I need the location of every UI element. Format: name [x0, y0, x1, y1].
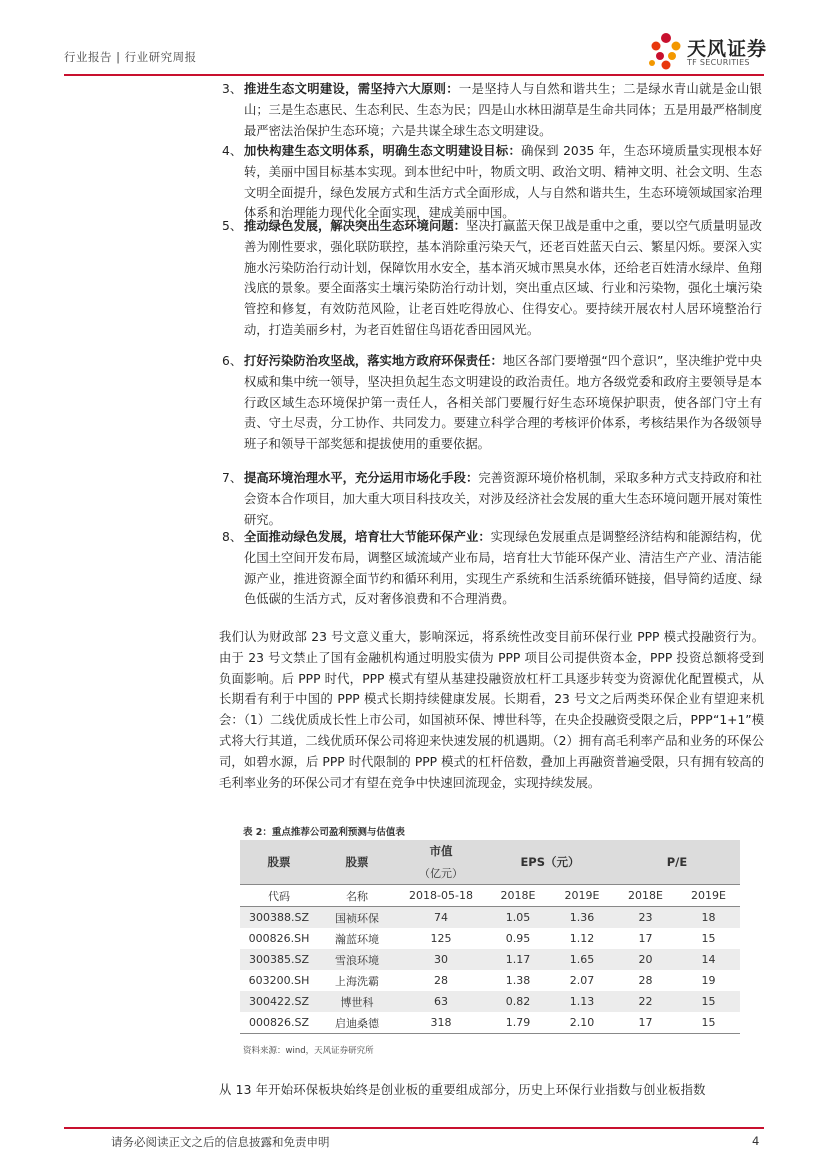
- table-row: [240, 1012, 740, 1034]
- table-cell: 上海洗霸: [335, 974, 379, 988]
- table-cell: 74: [396, 907, 486, 929]
- table-cell: 300385.SZ: [240, 949, 318, 970]
- table-cell: 1.17: [486, 949, 550, 970]
- list-item: [222, 216, 762, 341]
- table-cell: 000826.SH: [248, 932, 310, 945]
- list-item-number: 7、: [222, 471, 243, 485]
- table-source: 资料来源：wind，天风证券研究所: [243, 1046, 374, 1056]
- list-item-heading: 全面推动绿色发展，培育壮大节能环保产业：: [244, 530, 491, 544]
- table-cell: 28: [434, 974, 448, 987]
- footer-divider: [64, 1127, 764, 1129]
- list-item-number: 8、: [222, 530, 243, 544]
- table-row: [240, 928, 740, 949]
- company-logo: [647, 30, 767, 74]
- subheader-cell: 2018-05-18: [396, 885, 486, 907]
- table-cell: 17: [614, 1012, 677, 1034]
- list-item: [222, 527, 762, 610]
- table-row: [240, 991, 740, 1012]
- column-header: P/E: [614, 840, 740, 885]
- table-cell: 20: [614, 949, 677, 970]
- table-cell: 1.38: [505, 974, 531, 987]
- column-header: 市值: [396, 840, 486, 862]
- continuation-paragraph: 从 13 年开始环保板块始终是创业板的重要组成部分，历史上环保行业指数与创业板指数: [219, 1083, 706, 1097]
- table-cell: 1.79: [486, 1012, 550, 1034]
- list-item: [222, 351, 762, 455]
- list-item-number: 6、: [222, 354, 243, 368]
- table-cell: 国祯环保: [318, 907, 396, 929]
- list-item-heading: 推进生态文明建设，需坚持六大原则：: [244, 82, 459, 96]
- table-cell: 17: [638, 932, 653, 945]
- column-header: 股票: [240, 840, 318, 885]
- logo-name-en: TF SECURITIES: [687, 58, 750, 67]
- table-cell: 300388.SZ: [240, 907, 318, 929]
- table-row: [240, 949, 740, 970]
- subheader-cell: 2019E: [677, 885, 740, 907]
- table-cell: 125: [430, 932, 452, 945]
- column-header: EPS（元）: [486, 840, 614, 885]
- list-item: [222, 468, 762, 530]
- table-cell: 1.65: [550, 949, 614, 970]
- logo-mark-icon: [647, 32, 685, 72]
- list-item-text: 地区各部门要增强“四个意识”，坚决维护党中央权威和集中统一领导，坚决担负起生态文明建设的政治责任。地方各级党委和政府主要领导是本行政区域生态环境保护第一责任人，各相关部门要履行好生态环境保护职责，使各部门守土有责、守土尽责，分工协作、共同发力。要建立科学合理的考核评价体系，考核结果作为各级领导班子和领导干部奖惩和提拔使用的重要依据。: [244, 354, 762, 452]
- table-cell: 15: [677, 991, 740, 1012]
- list-item-text: 实现绿色发展重点是调整经济结构和能源结构，优化国土空间开发布局，调整区域流域产业布局，培育壮大节能环保产业、清洁生产产业、清洁能源产业，推进资源全面节约和循环利用，实现生产系统和生活系统循环链接，倡导简约适度、绿色低碳的生活方式，反对奢侈浪费和不合理消费。: [244, 530, 762, 607]
- report-category: 行业报告 | 行业研究周报: [64, 50, 197, 64]
- table-cell: 启迪桑德: [318, 1012, 396, 1034]
- table-cell: 30: [396, 949, 486, 970]
- list-item-heading: 提高环境治理水平，充分运用市场化手段：: [244, 471, 479, 485]
- table-cell: 22: [614, 991, 677, 1012]
- list-item-text: 确保到 2035 年，生态环境质量实现根本好转，美丽中国目标基本实现。到本世纪中叶，物质文明、政治文明、精神文明、社会文明、生态文明全面提升，绿色发展方式和生活方式全面形成，人与自然和谐共生，生态环境领域国家治理体系和治理能力现代化全面实现，建成美丽中国。: [244, 144, 762, 221]
- table-cell: 博世科: [318, 991, 396, 1012]
- table-cell: 603200.SH: [248, 974, 310, 987]
- subheader-cell: 名称: [318, 885, 396, 907]
- list-item: [222, 79, 762, 141]
- table-cell: 63: [396, 991, 486, 1012]
- list-item-number: 4、: [222, 144, 243, 158]
- list-item-text: 坚决打赢蓝天保卫战是重中之重，要以空气质量明显改善为刚性要求，强化联防联控，基本消除重污染天气，还老百姓蓝天白云、繁星闪烁。要深入实施水污染防治行动计划，保障饮用水安全，基本消灭城市黑臭水体，还给老百姓清水绿岸、鱼翔浅底的景象。要全面落实土壤污染防治行动计划，突出重点区域、行业和污染物，强化土壤污染管控和修复，有效防范风险，让老百姓吃得放心、住得安心。要持续开展农村人居环境整治行动，打造美丽乡村，为老百姓留住鸟语花香田园风光。: [244, 219, 762, 337]
- table-cell: 318: [396, 1012, 486, 1034]
- table-cell: 15: [677, 1012, 740, 1034]
- valuation-table: [240, 840, 740, 1034]
- subheader-cell: 2019E: [550, 885, 614, 907]
- table-cell: 000826.SZ: [240, 1012, 318, 1034]
- list-item-number: 3、: [222, 82, 243, 96]
- analysis-paragraph: 我们认为财政部 23 号文意义重大，影响深远，将系统性改变目前环保行业 PPP 模式投融资行为。由于 23 号文禁止了国有金融机构通过明股实债为 PPP 项目公司提供资本金，PPP 投资总额将受到负面影响。后 PPP 时代，PPP 模式有望从基建投融资放杠杆工具逐步转变为资源优化配置模式，从长期看有利于中国的 PPP 模式长期持续健康发展。长期看，23 号文之后两类环保企业有望迎来机会：（1）二线优质成长性上市公司，如国祯环保、博世科等，在央企投融资受限之后，PPP“1+1”模式将大行其道，二线优质环保公司将迎来快速发展的机遇期。（2）拥有高毛利率产品和业务的环保公司，如碧水源，后 PPP 时代限制的 PPP 模式的杠杆倍数，叠加上再融资普遍受限，只有拥有较高的毛利率业务的环保公司才有望在竞争中快速回流现金，实现持续发展。: [219, 630, 764, 790]
- list-item-number: 5、: [222, 219, 243, 233]
- table-row: [240, 970, 740, 991]
- table-caption: 表 2：重点推荐公司盈利预测与估值表: [243, 827, 405, 838]
- table-cell: 2.07: [569, 974, 595, 987]
- table-cell: 14: [677, 949, 740, 970]
- header-divider: [64, 74, 764, 76]
- disclaimer-note: 请务必阅读正文之后的信息披露和免责申明: [111, 1135, 330, 1149]
- logo-name-cn: 天风证券: [687, 38, 768, 60]
- table-cell: 300422.SZ: [240, 991, 318, 1012]
- table-cell: 雪浪环境: [318, 949, 396, 970]
- table-cell: 1.05: [486, 907, 550, 929]
- list-item-heading: 推动绿色发展，解决突出生态环境问题：: [244, 219, 467, 233]
- table-cell: 瀚蓝环境: [335, 932, 379, 946]
- subheader-cell: 2018E: [614, 885, 677, 907]
- table-cell: 15: [701, 932, 716, 945]
- table-row: [240, 907, 740, 929]
- table-cell: 23: [614, 907, 677, 929]
- table-cell: 2.10: [550, 1012, 614, 1034]
- list-item-text: 一是坚持人与自然和谐共生；二是绿水青山就是金山银山；三是生态惠民、生态利民、生态为民；四是山水林田湖草是生命共同体；五是用最严格制度最严密法治保护生态环境；六是共谋全球生态文明建设。: [244, 82, 762, 138]
- table-cell: 1.13: [550, 991, 614, 1012]
- table-cell: 1.12: [569, 932, 595, 945]
- column-header: 股票: [318, 840, 396, 885]
- subheader-cell: 代码: [240, 885, 318, 907]
- table-cell: 0.82: [486, 991, 550, 1012]
- column-header-unit: （亿元）: [396, 862, 486, 885]
- subheader-cell: 2018E: [486, 885, 550, 907]
- table-cell: 0.95: [505, 932, 531, 945]
- table-cell: 19: [701, 974, 716, 987]
- list-item: [222, 141, 762, 224]
- table-cell: 18: [677, 907, 740, 929]
- table-cell: 1.36: [550, 907, 614, 929]
- list-item-heading: 加快构建生态文明体系，明确生态文明建设目标：: [244, 144, 522, 158]
- list-item-text: 完善资源环境价格机制，采取多种方式支持政府和社会资本合作项目，加大重大项目科技攻关，对涉及经济社会发展的重大生态环境问题开展对策性研究。: [244, 471, 762, 527]
- page-number: 4: [752, 1134, 760, 1148]
- list-item-heading: 打好污染防治攻坚战，落实地方政府环保责任：: [244, 354, 503, 368]
- table-cell: 28: [638, 974, 653, 987]
